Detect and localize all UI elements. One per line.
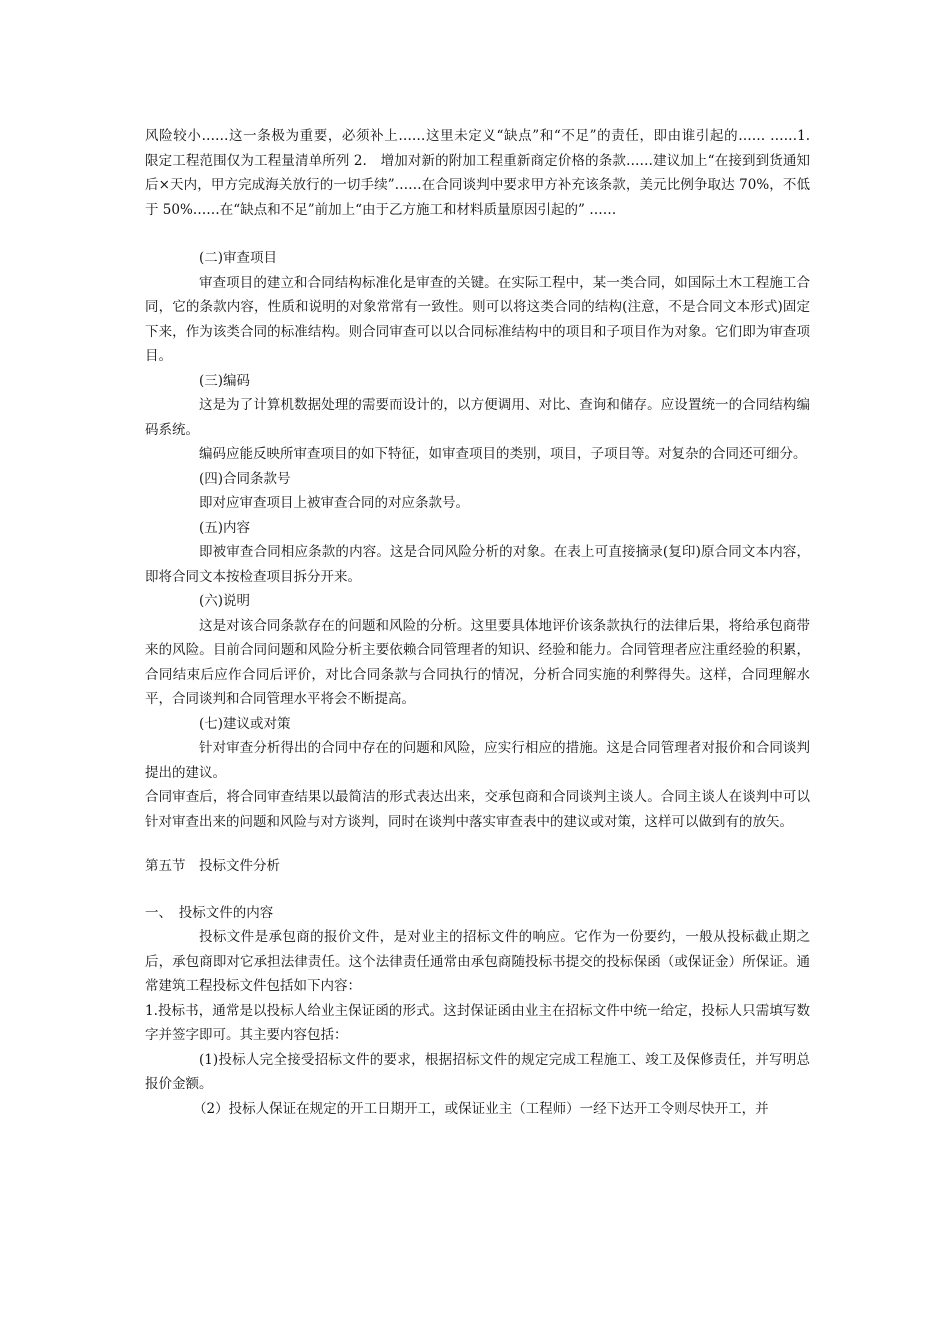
subsection-title: 一、 投标文件的内容: [145, 904, 274, 921]
heading-explanation: (六)说明: [199, 593, 251, 609]
paragraph-risk-notes: 风险较小……这一条极为重要，必须补上……这里未定义“缺点”和“不足”的责任，即由谁引起的…… ……1. 限定工程范围仅为工程量清单所列 2. 增加对新的附加工程重新商定价格的条款……建议加上“在接到到货通知后×天内，甲方完成海关放行的一切手续”……在合同谈判中要求甲方补充该条款，美元比例争取达 70%，不低于 50%……在“缺点和不足”前加上“由于乙方施工和材料质量原因引起的” ……: [145, 128, 824, 218]
heading-coding: (三)编码: [199, 372, 251, 389]
heading-suggestions: (七)建议或对策: [199, 715, 291, 732]
paragraph-explanation: 这是对该合同条款存在的问题和风险的分析。这里要具体地评价该条款执行的法律后果，将给承包商带来的风险。目前合同问题和风险分析主要依赖合同管理者的知识、经验和能力。合同管理者应注重经验的积累，合同结束后应作合同后评价，对比合同条款与合同执行的情况，分析合同实施的利弊得失。这样，合同理解水平，合同谈判和合同管理水平将会不断提高。: [145, 617, 810, 707]
heading-clause-number: (四)合同条款号: [199, 470, 291, 487]
paragraph-bid-letter: 1.投标书，通常是以投标人给业主保证函的形式。这封保证函由业主在招标文件中统一给定，投标人只需填写数字并签字即可。其主要内容包括：: [145, 1002, 810, 1043]
paragraph-bid-intro: 投标文件是承包商的报价文件，是对业主的招标文件的响应。它作为一份要约，一般从投标截止期之后，承包商即对它承担法律责任。这个法律责任通常由承包商随投标书提交的投标保函（或保证金）所保证。通常建筑工程投标文件包括如下内容：: [145, 929, 810, 994]
paragraph-review-items: 审查项目的建立和合同结构标准化是审查的关键。在实际工程中，某一类合同，如国际土木工程施工合同，它的条款内容，性质和说明的对象常常有一致性。则可以将这类合同的结构(注意，不是合同文本形式)固定下来，作为该类合同的标准结构。则合同审查可以以合同标准结构中的项目和子项目作为对象。它们即为审查项目。: [145, 274, 810, 364]
heading-content: (五)内容: [199, 519, 251, 536]
heading-review-items: (二)审查项目: [199, 250, 278, 266]
section-title: 第五节 投标文件分析: [145, 858, 280, 874]
paragraph-content: 即被审查合同相应条款的内容。这是合同风险分析的对象。在表上可直接摘录(复印)原合同文本内容，即将合同文本按检查项目拆分开来。: [145, 544, 810, 585]
paragraph-coding-1: 这是为了计算机数据处理的需要而设计的，以方便调用、对比、查询和储存。应设置统一的合同结构编码系统。: [145, 397, 810, 438]
paragraph-review-summary: 合同审查后，将合同审查结果以最简洁的形式表达出来，交承包商和合同谈判主谈人。合同主谈人在谈判中可以针对审查出来的问题和风险与对方谈判，同时在谈判中落实审查表中的建议或对策，这样可以做到有的放矢。: [145, 789, 810, 830]
paragraph-item-2: （2）投标人保证在规定的开工日期开工，或保证业主（工程师）一经下达开工令则尽快开工，并: [193, 1100, 769, 1117]
paragraph-coding-2: 编码应能反映所审查项目的如下特征，如审查项目的类别，项目，子项目等。对复杂的合同还可细分。: [199, 446, 807, 462]
document-body: [145, 124, 824, 1121]
paragraph-clause-number: 即对应审查项目上被审查合同的对应条款号。: [199, 495, 469, 511]
paragraph-suggestions: 针对审查分析得出的合同中存在的问题和风险，应实行相应的措施。这是合同管理者对报价和合同谈判提出的建议。: [145, 740, 810, 781]
paragraph-item-1: (1)投标人完全接受招标文件的要求，根据招标文件的规定完成工程施工、竣工及保修责任，并写明总报价金额。: [145, 1051, 810, 1092]
